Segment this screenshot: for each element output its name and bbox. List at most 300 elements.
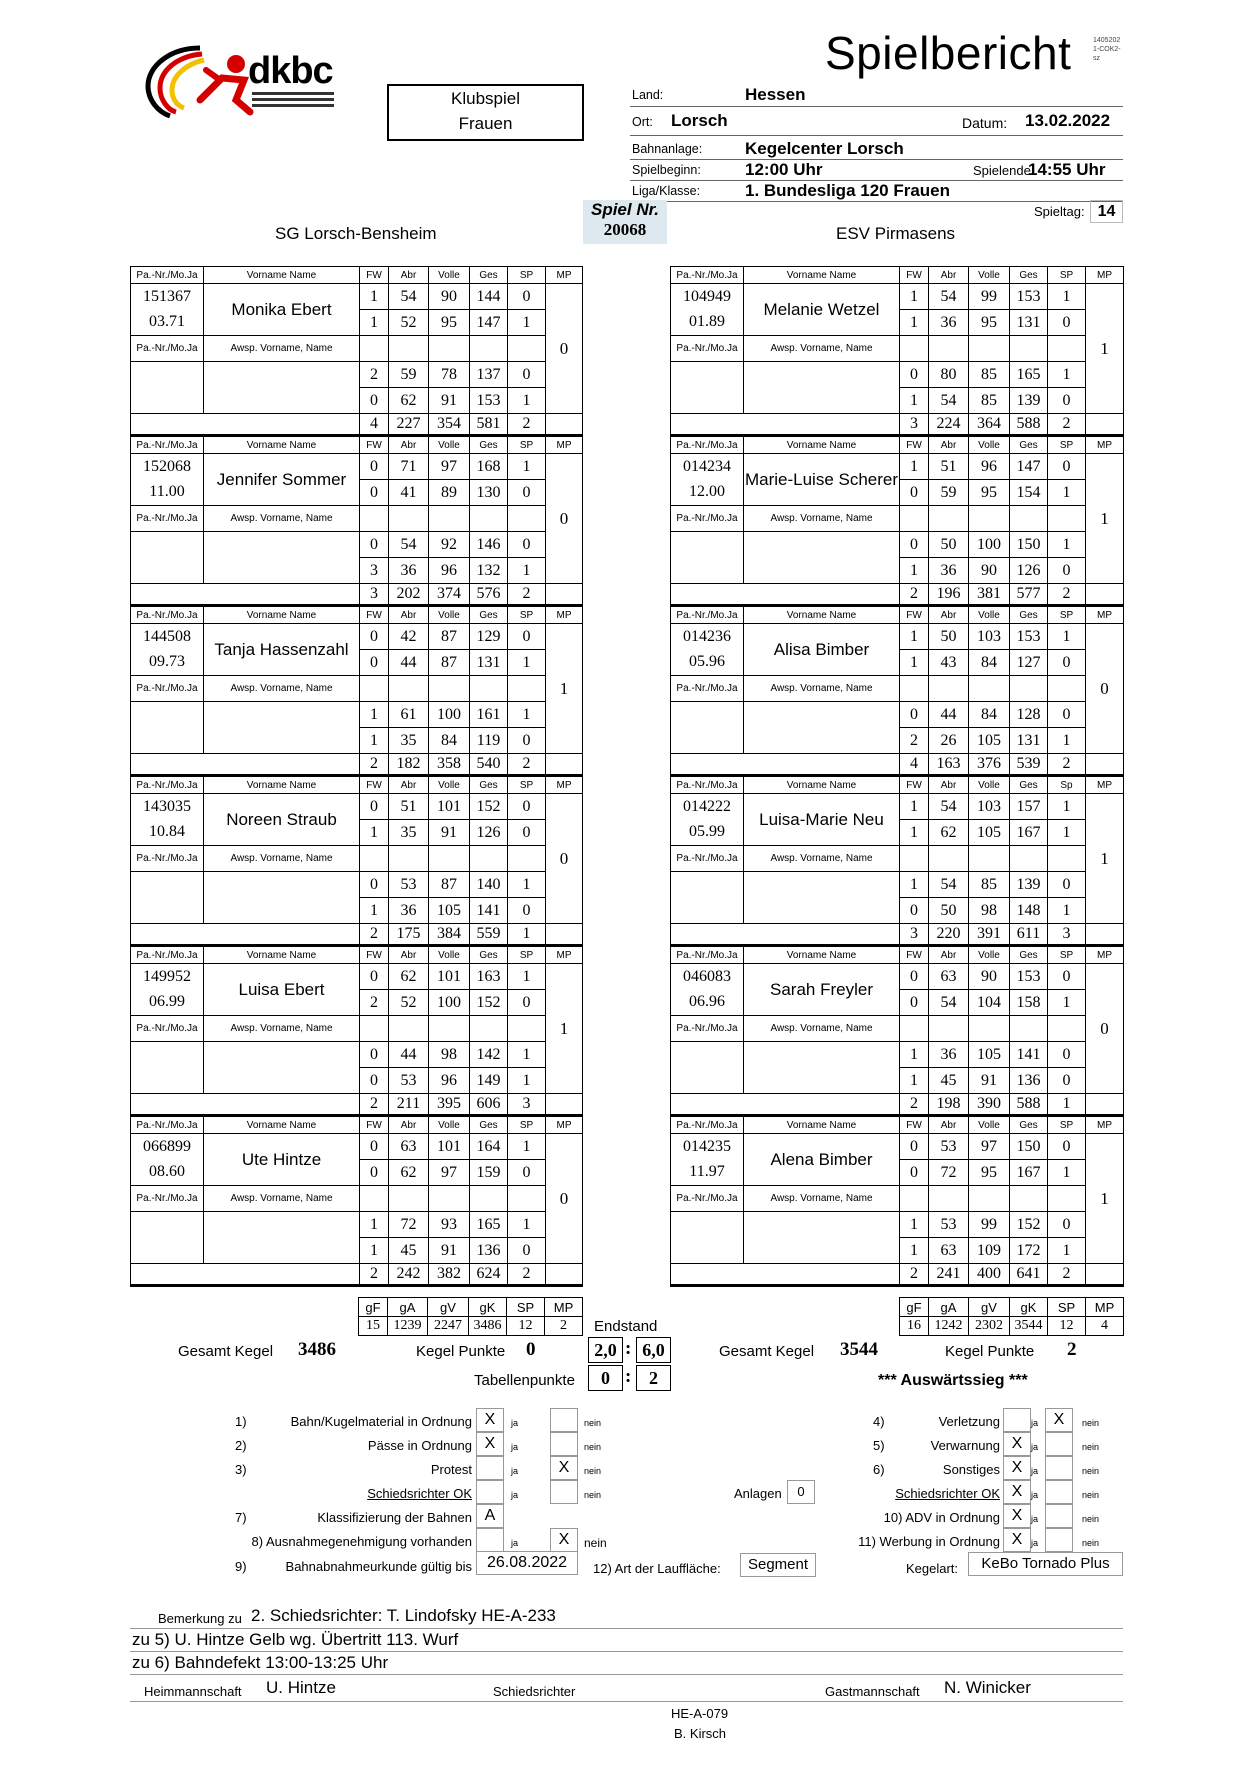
score-abr: 35 — [389, 820, 429, 846]
home-gesamt-value: 3486 — [298, 1339, 336, 1360]
schiedsrichter-id: HE-A-079 — [671, 1706, 729, 1721]
check-1-ja-box[interactable]: X — [476, 1408, 504, 1432]
score-fw: 0 — [360, 1160, 389, 1186]
summary-label-ga: gA — [388, 1298, 428, 1317]
name-header: Vorname Name — [744, 1116, 900, 1134]
score-abr: 52 — [389, 310, 429, 336]
summary-value-gk: 3486 — [469, 1317, 507, 1336]
score-fw: 0 — [900, 990, 929, 1016]
pa-nr-header: Pa.-Nr./Mo.Ja — [131, 436, 204, 454]
check-sr-nein-box[interactable] — [550, 1480, 578, 1504]
substitute-pa-cell — [131, 872, 204, 924]
total-sp: 2 — [508, 584, 546, 606]
ges-header: Ges — [1010, 1116, 1048, 1134]
check-sr2-label: Schiedsrichter OK — [895, 1486, 1000, 1501]
check-2-label: Pässe in Ordnung — [367, 1438, 472, 1453]
score-volle: 97 — [969, 1134, 1010, 1160]
total-sp: 2 — [508, 414, 546, 436]
summary-value-mp: 2 — [545, 1317, 583, 1336]
score-abr: 62 — [389, 1160, 429, 1186]
substitute-name-cell — [744, 362, 900, 414]
score-abr: 26 — [929, 728, 969, 754]
score-ges: 136 — [470, 1238, 508, 1264]
player-match-points: 0 — [546, 454, 583, 584]
away-kegelpunkte-label: Kegel Punkte — [945, 1343, 1035, 1360]
score-volle: 84 — [429, 728, 470, 754]
player-row — [671, 964, 1124, 990]
total-abr: 175 — [389, 924, 429, 946]
check-2-ja-box[interactable]: X — [476, 1432, 504, 1456]
score-abr: 44 — [389, 1042, 429, 1068]
player-total-row — [131, 584, 583, 606]
endstand-label: Endstand — [594, 1318, 658, 1335]
player-match-points: 0 — [546, 284, 583, 414]
check-10-label: 10) ADV in Ordnung — [883, 1510, 1000, 1525]
score-fw: 0 — [900, 480, 929, 506]
check-3-num: 3) — [235, 1462, 247, 1477]
datum-value: 13.02.2022 — [1025, 111, 1111, 130]
score-ges: 167 — [1010, 1160, 1048, 1186]
spieltag-label: Spieltag: — [1034, 204, 1085, 219]
substitute-empty-cell — [360, 1186, 389, 1212]
substitute-empty-cell — [929, 336, 969, 362]
total-sp: 2 — [1048, 584, 1086, 606]
player-row — [671, 624, 1124, 650]
abr-header: Abr — [389, 436, 429, 454]
total-abr: 224 — [929, 414, 969, 436]
player-name: Luisa Ebert — [204, 964, 360, 1016]
pa-nr-header: Pa.-Nr./Mo.Ja — [671, 606, 744, 624]
player-pass-number: 149952 — [131, 964, 204, 990]
total-volle: 381 — [969, 584, 1010, 606]
fw-header: FW — [900, 267, 929, 284]
score-fw: 2 — [900, 728, 929, 754]
player-row — [131, 624, 583, 650]
substitute-row — [131, 676, 583, 702]
check-10-ja-box[interactable]: X — [1003, 1504, 1031, 1528]
check-sr2-ja-box[interactable]: X — [1003, 1480, 1031, 1504]
total-volle: 391 — [969, 924, 1010, 946]
substitute-pa-label: Pa.-Nr./Mo.Ja — [671, 336, 744, 362]
total-volle: 395 — [429, 1094, 470, 1116]
total-mp-blank — [546, 414, 583, 436]
substitute-empty-cell — [969, 846, 1010, 872]
substitute-pa-cell — [671, 1212, 744, 1264]
check-3-nein-label: nein — [584, 1466, 602, 1476]
score-volle: 95 — [429, 310, 470, 336]
score-sp: 1 — [1048, 820, 1086, 846]
score-fw: 1 — [900, 388, 929, 414]
substitute-name-label: Awsp. Vorname, Name — [744, 676, 900, 702]
score-volle: 99 — [969, 284, 1010, 310]
summary-label-sp: SP — [1048, 1298, 1086, 1317]
check-9-value[interactable]: 26.08.2022 — [476, 1551, 578, 1575]
player-birth-month-year: 06.96 — [671, 990, 744, 1016]
total-blank — [671, 414, 900, 436]
check-6-nein-label: nein — [1082, 1466, 1100, 1476]
score-fw: 1 — [900, 1238, 929, 1264]
score-sp: 0 — [1048, 454, 1086, 480]
substitute-pa-cell — [131, 362, 204, 414]
substitute-name-cell — [744, 532, 900, 584]
check-1-nein-box[interactable] — [550, 1408, 578, 1432]
player-match-points: 0 — [1086, 624, 1124, 754]
substitute-empty-cell — [929, 1186, 969, 1212]
total-sp: 2 — [1048, 414, 1086, 436]
score-fw: 0 — [900, 1134, 929, 1160]
score-volle: 103 — [969, 624, 1010, 650]
total-blank — [671, 1094, 900, 1116]
total-abr: 182 — [389, 754, 429, 776]
score-fw: 2 — [360, 362, 389, 388]
player-match-points: 0 — [1086, 964, 1124, 1094]
score-volle: 91 — [429, 820, 470, 846]
score-sp: 1 — [1048, 990, 1086, 1016]
fw-header: FW — [900, 946, 929, 964]
score-fw: 0 — [360, 964, 389, 990]
abr-header: Abr — [389, 1116, 429, 1134]
check-4-ja-label: ja — [1031, 1418, 1039, 1428]
bahnanlage-label: Bahnanlage: — [632, 142, 703, 156]
score-ges: 147 — [1010, 454, 1048, 480]
total-mp-blank — [546, 924, 583, 946]
summary-value-mp: 4 — [1086, 1317, 1124, 1336]
remark-line-2: zu 5) U. Hintze Gelb wg. Übertritt 113. Wurf — [132, 1630, 459, 1649]
total-mp-blank — [546, 1094, 583, 1116]
score-fw: 1 — [360, 1212, 389, 1238]
total-sp: 2 — [1048, 754, 1086, 776]
score-ges: 152 — [1010, 1212, 1048, 1238]
pa-nr-header: Pa.-Nr./Mo.Ja — [131, 1116, 204, 1134]
fw-header: FW — [360, 776, 389, 794]
kegelart-value[interactable]: KeBo Tornado Plus — [968, 1552, 1123, 1576]
away-players-table — [670, 266, 1124, 1287]
check-1-label: Bahn/Kugelmaterial in Ordnung — [290, 1414, 472, 1429]
player-match-points: 0 — [546, 794, 583, 924]
score-volle: 90 — [429, 284, 470, 310]
score-colon: : — [625, 1338, 632, 1359]
player-pass-number: 046083 — [671, 964, 744, 990]
total-blank — [671, 754, 900, 776]
logo-subtext-bars — [252, 92, 334, 95]
score-abr: 36 — [389, 558, 429, 584]
check-5-ja-box[interactable]: X — [1003, 1432, 1031, 1456]
score-fw: 1 — [900, 284, 929, 310]
score-sp: 1 — [508, 1134, 546, 1160]
volle-header: Volle — [429, 946, 470, 964]
substitute-empty-cell — [900, 1186, 929, 1212]
mp-header: MP — [546, 267, 583, 284]
score-sp: 1 — [1048, 624, 1086, 650]
check-11-nein-box[interactable] — [1045, 1528, 1073, 1552]
score-sp: 0 — [1048, 558, 1086, 584]
substitute-pa-label: Pa.-Nr./Mo.Ja — [131, 676, 204, 702]
page-title: Spielbericht — [825, 27, 1072, 79]
score-sp: 0 — [508, 362, 546, 388]
score-ges: 153 — [470, 388, 508, 414]
check-10-nein-label: nein — [1082, 1514, 1100, 1524]
score-abr: 71 — [389, 454, 429, 480]
score-sp: 0 — [1048, 702, 1086, 728]
score-fw: 1 — [360, 898, 389, 924]
total-volle: 390 — [969, 1094, 1010, 1116]
substitute-empty-cell — [1048, 1016, 1086, 1042]
check-sr-ja-box[interactable] — [476, 1480, 504, 1504]
substitute-name-cell — [744, 1042, 900, 1094]
score-abr: 45 — [929, 1068, 969, 1094]
substitute-empty-cell — [389, 506, 429, 532]
total-fw: 2 — [900, 1264, 929, 1286]
check-2-ja-label: ja — [511, 1442, 519, 1452]
score-ges: 146 — [470, 532, 508, 558]
score-volle: 91 — [429, 1238, 470, 1264]
score-sp: 0 — [1048, 872, 1086, 898]
player-row — [131, 284, 583, 310]
check-4-nein-label: nein — [1082, 1418, 1100, 1428]
player-row — [131, 454, 583, 480]
player-row — [671, 794, 1124, 820]
name-header: Vorname Name — [204, 776, 360, 794]
score-volle: 91 — [429, 388, 470, 414]
score-abr: 62 — [929, 820, 969, 846]
check-4-label: Verletzung — [938, 1414, 1000, 1429]
score-sp: 0 — [1048, 310, 1086, 336]
check-2-nein-box[interactable] — [550, 1432, 578, 1456]
substitute-pa-label: Pa.-Nr./Mo.Ja — [131, 1016, 204, 1042]
score-sp: 1 — [1048, 794, 1086, 820]
score-volle: 85 — [969, 872, 1010, 898]
score-abr: 54 — [389, 532, 429, 558]
substitute-name-cell — [204, 702, 360, 754]
score-sp: 1 — [508, 702, 546, 728]
score-ges: 150 — [1010, 532, 1048, 558]
score-fw: 1 — [360, 1238, 389, 1264]
total-fw: 2 — [360, 754, 389, 776]
score-abr: 51 — [929, 454, 969, 480]
check-6-label: Sonstiges — [942, 1462, 1000, 1477]
substitute-empty-cell — [470, 1016, 508, 1042]
check-4-num: 4) — [873, 1414, 885, 1429]
abr-header: Abr — [389, 776, 429, 794]
score-volle: 104 — [969, 990, 1010, 1016]
substitute-empty-cell — [900, 506, 929, 532]
mp-header: MP — [1086, 1116, 1124, 1134]
player-pass-number: 014222 — [671, 794, 744, 820]
score-volle: 87 — [429, 872, 470, 898]
player-total-row — [671, 1264, 1124, 1286]
check-12-value[interactable]: Segment — [740, 1553, 816, 1577]
substitute-empty-cell — [429, 1016, 470, 1042]
substitute-name-cell — [744, 872, 900, 924]
player-row — [671, 1134, 1124, 1160]
score-volle: 93 — [429, 1212, 470, 1238]
score-sp: 1 — [508, 964, 546, 990]
score-ges: 144 — [470, 284, 508, 310]
home-summary-table — [358, 1297, 583, 1336]
check-6-ja-box[interactable]: X — [1003, 1456, 1031, 1480]
substitute-empty-cell — [389, 676, 429, 702]
fw-header: FW — [900, 776, 929, 794]
score-sp: 1 — [508, 1068, 546, 1094]
abr-header: Abr — [929, 946, 969, 964]
check-4-ja-box[interactable] — [1003, 1408, 1031, 1432]
anlagen-label: Anlagen — [734, 1486, 782, 1501]
summary-value-gk: 3544 — [1010, 1317, 1048, 1336]
score-abr: 53 — [389, 1068, 429, 1094]
score-volle: 100 — [429, 990, 470, 1016]
score-ges: 141 — [1010, 1042, 1048, 1068]
score-ges: 140 — [470, 872, 508, 898]
total-mp-blank — [546, 1264, 583, 1286]
substitute-empty-cell — [1010, 1186, 1048, 1212]
score-volle: 101 — [429, 1134, 470, 1160]
substitute-empty-cell — [429, 336, 470, 362]
score-volle: 96 — [969, 454, 1010, 480]
score-sp: 0 — [508, 532, 546, 558]
player-header-row — [131, 1116, 583, 1134]
ges-header: Ges — [470, 436, 508, 454]
score-sp: 0 — [508, 284, 546, 310]
score-fw: 1 — [900, 872, 929, 898]
score-abr: 36 — [929, 310, 969, 336]
check-11-nein-label: nein — [1082, 1538, 1100, 1548]
pa-nr-header: Pa.-Nr./Mo.Ja — [131, 776, 204, 794]
total-mp-blank — [546, 754, 583, 776]
score-abr: 36 — [929, 558, 969, 584]
player-name: Luisa-Marie Neu — [744, 794, 900, 846]
score-sp: 0 — [1048, 650, 1086, 676]
check-6-nein-box[interactable] — [1045, 1456, 1073, 1480]
check-11-ja-box[interactable]: X — [1003, 1528, 1031, 1552]
score-fw: 0 — [360, 480, 389, 506]
mp-header: MP — [546, 946, 583, 964]
mp-header: MP — [1086, 436, 1124, 454]
sp-header: SP — [1048, 946, 1086, 964]
check-4-nein-box[interactable]: X — [1045, 1408, 1073, 1432]
check-8-nein-box[interactable]: X — [550, 1528, 578, 1552]
total-ges: 581 — [470, 414, 508, 436]
total-mp-blank — [1086, 584, 1124, 606]
away-summary-table — [899, 1297, 1124, 1336]
check-3-ja-label: ja — [511, 1466, 519, 1476]
abr-header: Abr — [929, 606, 969, 624]
sp-header: SP — [508, 946, 546, 964]
player-total-row — [671, 414, 1124, 436]
score-fw: 0 — [360, 1042, 389, 1068]
score-sp: 1 — [508, 650, 546, 676]
fw-header: FW — [360, 606, 389, 624]
score-fw: 1 — [900, 454, 929, 480]
score-abr: 72 — [929, 1160, 969, 1186]
sp-header: SP — [508, 1116, 546, 1134]
substitute-name-label: Awsp. Vorname, Name — [744, 846, 900, 872]
anlagen-value[interactable]: 0 — [787, 1480, 815, 1504]
score-sp: 1 — [1048, 480, 1086, 506]
mp-header: MP — [1086, 267, 1124, 284]
substitute-empty-cell — [969, 1186, 1010, 1212]
score-volle: 105 — [969, 820, 1010, 846]
player-row — [671, 702, 1124, 728]
substitute-empty-cell — [360, 846, 389, 872]
player-birth-month-year: 05.96 — [671, 650, 744, 676]
score-ges: 131 — [1010, 310, 1048, 336]
kegelart-label: Kegelart: — [906, 1561, 959, 1576]
total-sp: 2 — [508, 1264, 546, 1286]
substitute-empty-cell — [429, 506, 470, 532]
total-abr: 202 — [389, 584, 429, 606]
score-fw: 0 — [360, 532, 389, 558]
check-8-ja-box[interactable] — [476, 1528, 504, 1552]
total-fw: 2 — [360, 1264, 389, 1286]
substitute-pa-label: Pa.-Nr./Mo.Ja — [671, 1186, 744, 1212]
check-sr2-nein-box[interactable] — [1045, 1480, 1073, 1504]
total-fw: 3 — [900, 414, 929, 436]
substitute-empty-cell — [389, 1186, 429, 1212]
player-pass-number: 104949 — [671, 284, 744, 310]
score-volle: 85 — [969, 388, 1010, 414]
score-ges: 132 — [470, 558, 508, 584]
score-ges: 131 — [470, 650, 508, 676]
check-3-nein-box[interactable]: X — [550, 1456, 578, 1480]
name-header: Vorname Name — [744, 267, 900, 284]
score-fw: 0 — [360, 454, 389, 480]
total-ges: 606 — [470, 1094, 508, 1116]
score-sp: 1 — [1048, 728, 1086, 754]
score-ges: 153 — [1010, 964, 1048, 990]
check-7-label: Klassifizierung der Bahnen — [317, 1510, 472, 1525]
score-volle: 91 — [969, 1068, 1010, 1094]
score-fw: 0 — [360, 1068, 389, 1094]
score-fw: 0 — [360, 1134, 389, 1160]
check-sr-nein-label: nein — [584, 1490, 602, 1500]
substitute-empty-cell — [900, 676, 929, 702]
check-5-nein-box[interactable] — [1045, 1432, 1073, 1456]
total-volle: 374 — [429, 584, 470, 606]
score-fw: 0 — [900, 964, 929, 990]
score-fw: 0 — [360, 650, 389, 676]
summary-value-sp: 12 — [1048, 1317, 1086, 1336]
score-abr: 54 — [929, 872, 969, 898]
total-ges: 577 — [1010, 584, 1048, 606]
check-sr-label: Schiedsrichter OK — [367, 1486, 472, 1501]
score-abr: 54 — [929, 990, 969, 1016]
player-match-points: 1 — [546, 624, 583, 754]
ges-header: Ges — [1010, 776, 1048, 794]
check-8-ja-label: ja — [511, 1538, 519, 1548]
total-blank — [131, 584, 360, 606]
score-ges: 165 — [1010, 362, 1048, 388]
check-3-ja-box[interactable] — [476, 1456, 504, 1480]
name-header: Vorname Name — [744, 776, 900, 794]
total-blank — [671, 924, 900, 946]
heim-signature: U. Hintze — [266, 1678, 336, 1697]
score-ges: 142 — [470, 1042, 508, 1068]
check-10-nein-box[interactable] — [1045, 1504, 1073, 1528]
player-total-row — [131, 1264, 583, 1286]
schiedsrichter-label: Schiedsrichter — [493, 1684, 576, 1699]
score-sp: 1 — [508, 558, 546, 584]
player-row — [131, 362, 583, 388]
match-category: Frauen — [458, 114, 513, 133]
total-mp-blank — [1086, 1094, 1124, 1116]
score-ges: 126 — [470, 820, 508, 846]
check-7-value[interactable]: A — [476, 1504, 504, 1528]
total-mp-blank — [546, 584, 583, 606]
substitute-empty-cell — [969, 1016, 1010, 1042]
substitute-row — [671, 1016, 1124, 1042]
total-volle: 358 — [429, 754, 470, 776]
score-ges: 139 — [1010, 872, 1048, 898]
